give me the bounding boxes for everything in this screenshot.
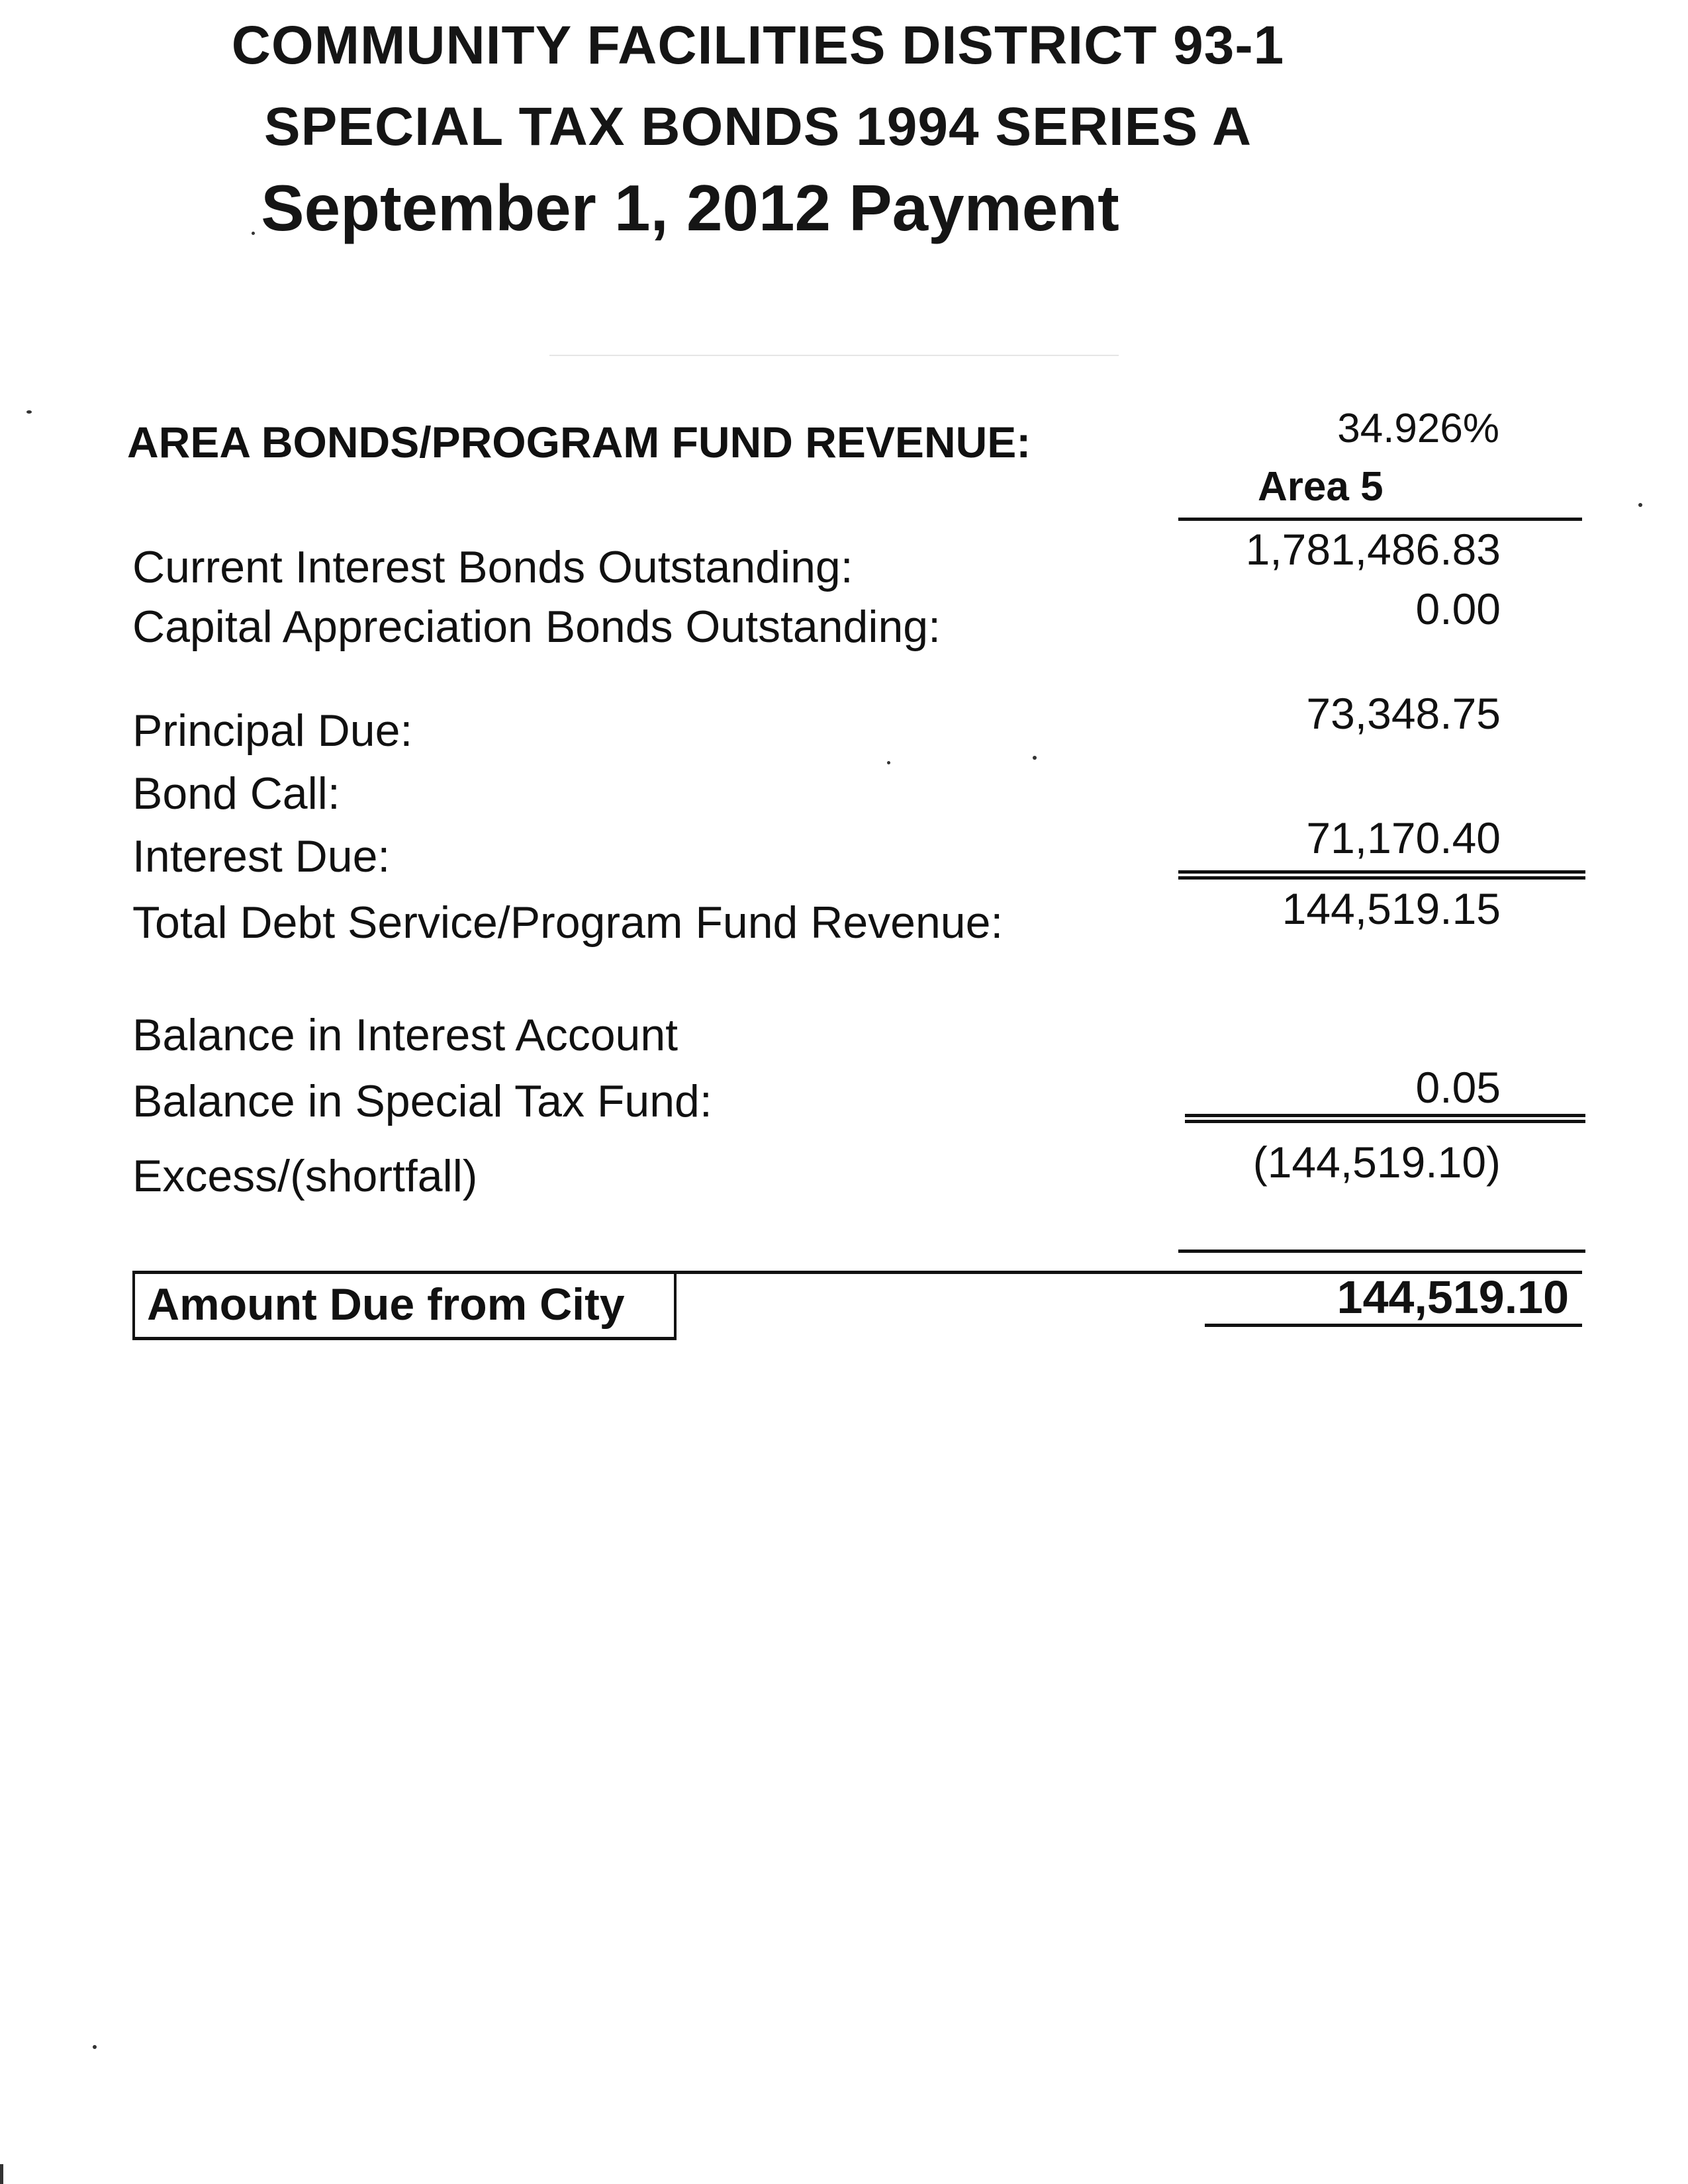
section-heading: AREA BONDS/PROGRAM FUND REVENUE:	[127, 418, 1031, 467]
row-label-interest-due: Interest Due:	[132, 831, 391, 882]
column-percent: 34.926%	[1337, 406, 1499, 451]
scan-speck	[93, 2045, 97, 2049]
row-value-total-debt-service: 144,519.15	[1282, 884, 1501, 933]
document-title-line-2: SPECIAL TAX BONDS 1994 SERIES A	[263, 97, 1252, 157]
row-value-excess-shortfall: (144,519.10)	[1252, 1138, 1501, 1187]
column-header-rule	[1178, 518, 1582, 521]
row-label-balance-interest-account: Balance in Interest Account	[132, 1010, 679, 1060]
total-underline	[1205, 1324, 1582, 1327]
row-label-total-debt-service: Total Debt Service/Program Fund Revenue:	[132, 897, 1004, 948]
box-border	[132, 1271, 135, 1340]
scan-speck	[26, 410, 32, 414]
row-value-balance-special-tax-fund: 0.05	[1415, 1063, 1501, 1112]
amount-due-label: Amount Due from City	[147, 1279, 625, 1330]
scan-edge-mark	[0, 2164, 3, 2184]
row-value-interest-due: 71,170.40	[1306, 813, 1501, 862]
document-title-line-1: COMMUNITY FACILITIES DISTRICT 93-1	[231, 15, 1285, 75]
column-header-area: Area 5	[1258, 464, 1383, 510]
row-label-bond-call: Bond Call:	[132, 768, 340, 819]
scan-speck	[1638, 503, 1642, 507]
scan-speck	[887, 761, 890, 764]
row-label-excess-shortfall: Excess/(shortfall)	[132, 1151, 478, 1201]
row-label-balance-special-tax-fund: Balance in Special Tax Fund:	[132, 1076, 712, 1126]
box-border	[674, 1271, 677, 1340]
amount-due-box	[132, 1271, 1582, 1340]
amount-due-value: 144,519.10	[1336, 1271, 1569, 1323]
row-label-current-interest-bonds: Current Interest Bonds Outstanding:	[132, 542, 853, 592]
row-label-principal-due: Principal Due:	[132, 705, 413, 756]
document-title-line-3: September 1, 2012 Payment	[261, 171, 1119, 244]
subtotal-double-rule	[1178, 870, 1585, 880]
row-value-principal-due: 73,348.75	[1306, 689, 1501, 738]
total-top-rule	[1178, 1250, 1585, 1253]
box-border	[132, 1337, 675, 1340]
row-label-capital-appreciation-bonds: Capital Appreciation Bonds Outstanding:	[132, 602, 941, 652]
balance-double-rule	[1185, 1114, 1585, 1123]
row-value-current-interest-bonds: 1,781,486.83	[1245, 525, 1501, 574]
scan-speck	[252, 232, 255, 235]
row-value-capital-appreciation-bonds: 0.00	[1415, 584, 1501, 633]
divider	[549, 355, 1119, 356]
scan-speck	[1033, 756, 1037, 760]
